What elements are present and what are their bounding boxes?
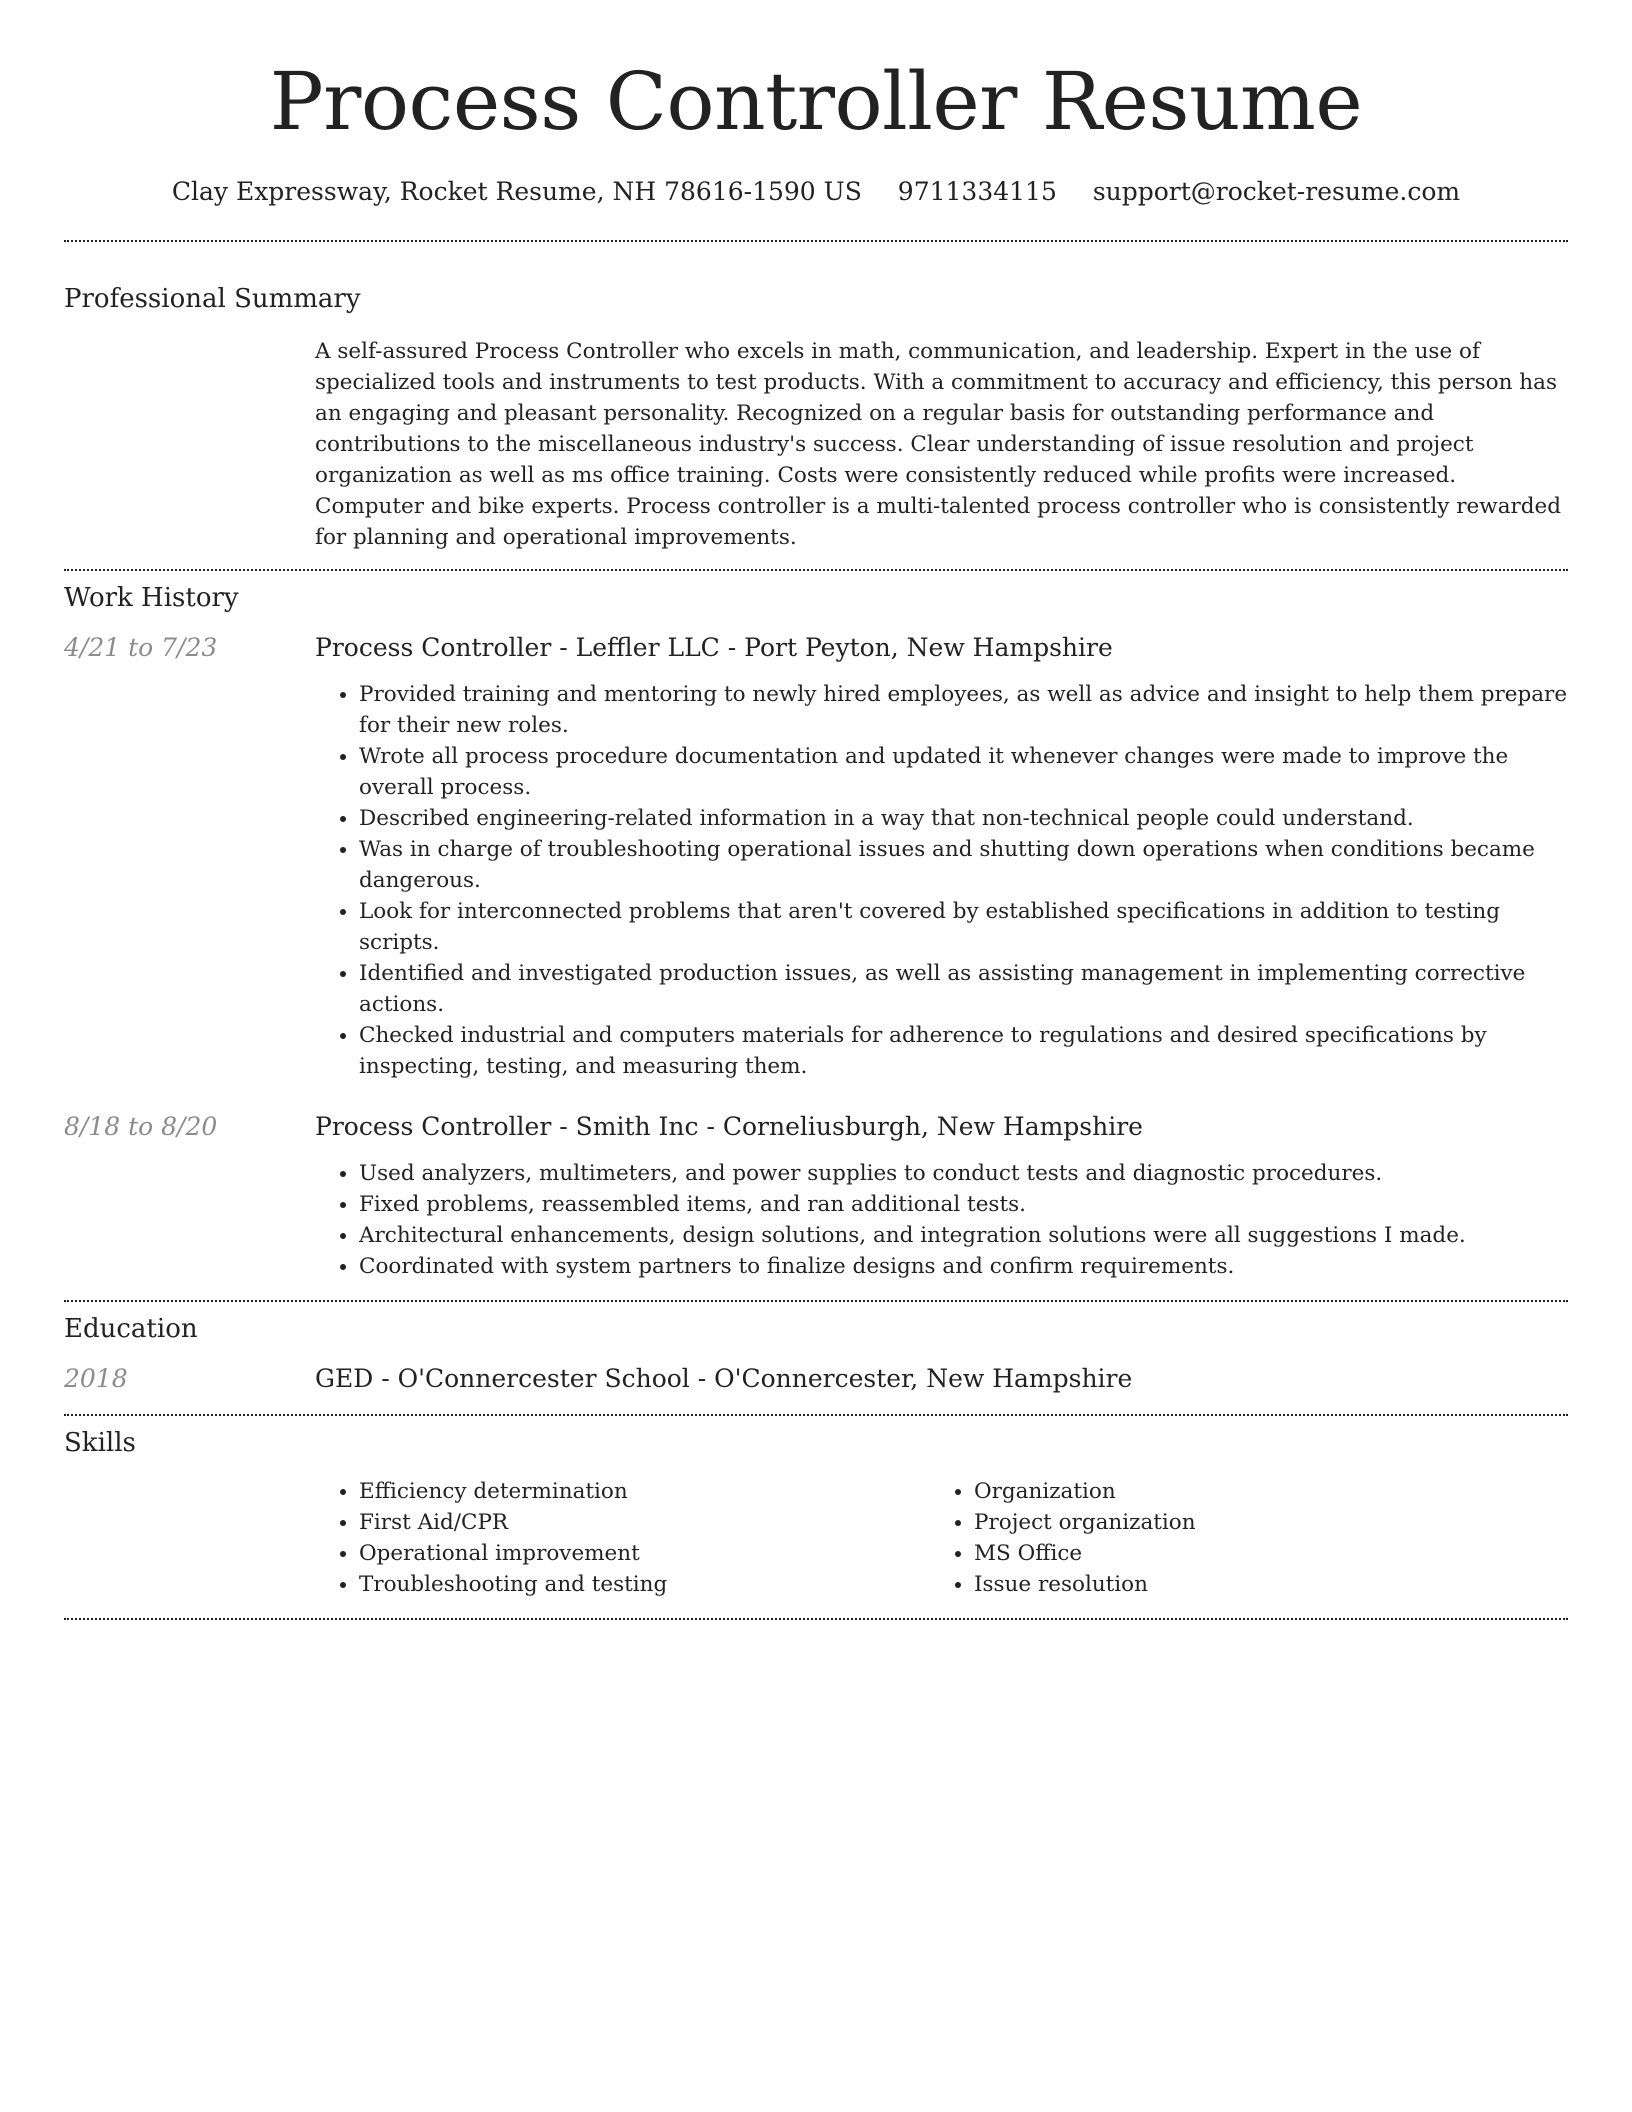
contact-line xyxy=(64,176,1568,208)
education-heading: GED - O'Connercester School - O'Connercester, New Hampshire xyxy=(315,1364,1133,1393)
divider xyxy=(64,240,1568,242)
skills-section xyxy=(64,1416,1568,1618)
skill-item: • Project organization xyxy=(974,1507,1545,1538)
summary-text: A self-assured Process Controller who excels in math, communication, and leadership. Expert in the use of specialized tools and instruments to test products. With a commitment to accuracy and efficiency, this person has an engaging and pleasant personality. Recognized on a regular basis for outstanding performance and contributions to the miscellaneous industry's success. Clear understanding of issue resolution and project organization as well as ms office training. Costs were consistently reduced while profits were increased. Computer and bike experts. Process controller is a multi-talented process controller who is consistently rewarded for planning and operational improvements. xyxy=(315,339,1562,550)
list-item: • Architectural enhancements, design solutions, and integration solutions were all suggestions I made. xyxy=(359,1220,1568,1251)
divider xyxy=(64,1618,1568,1620)
list-item: • Checked industrial and computers materials for adherence to regulations and desired specifications by inspecting, testing, and measuring them. xyxy=(359,1020,1568,1082)
skill-item: • Operational improvement xyxy=(359,1538,930,1569)
list-item: • Described engineering-related information in a way that non-technical people could understand. xyxy=(359,803,1568,834)
summary-title: Professional Summary xyxy=(64,284,361,314)
list-item: • Was in charge of troubleshooting operational issues and shutting down operations when conditions became dangerous. xyxy=(359,834,1568,896)
skills-list-left xyxy=(315,1476,930,1600)
list-item: • Coordinated with system partners to finalize designs and confirm requirements. xyxy=(359,1251,1568,1282)
job-entry xyxy=(64,631,1568,1082)
work-history-section xyxy=(64,571,1568,1300)
skills-list-right xyxy=(930,1476,1545,1600)
list-item: • Look for interconnected problems that aren't covered by established specifications in addition to testing scripts. xyxy=(359,896,1568,958)
skills-title: Skills xyxy=(64,1428,136,1458)
education-section xyxy=(64,1302,1568,1414)
job-entry xyxy=(64,1110,1568,1282)
contact-address: Clay Expressway, Rocket Resume, NH 78616-1590 US xyxy=(171,177,862,206)
list-item: • Provided training and mentoring to newly hired employees, as well as advice and insight to help them prepare for their new roles. xyxy=(359,679,1568,741)
work-history-title: Work History xyxy=(64,583,239,613)
contact-phone: 9711334115 xyxy=(897,177,1057,206)
job-heading: Process Controller - Smith Inc - Corneliusburgh, New Hampshire xyxy=(315,1112,1143,1141)
contact-email: support@rocket-resume.com xyxy=(1092,177,1461,206)
skill-item: • MS Office xyxy=(974,1538,1545,1569)
job-date: 4/21 to 7/23 xyxy=(64,633,218,662)
skill-item: • First Aid/CPR xyxy=(359,1507,930,1538)
skill-item: • Organization xyxy=(974,1476,1545,1507)
job-heading: Process Controller - Leffler LLC - Port Peyton, New Hampshire xyxy=(315,633,1113,662)
skill-item: • Efficiency determination xyxy=(359,1476,930,1507)
job-bullets xyxy=(315,679,1568,1082)
job-date: 8/18 to 8/20 xyxy=(64,1112,218,1141)
list-item: • Fixed problems, reassembled items, and ran additional tests. xyxy=(359,1189,1568,1220)
skill-item: • Troubleshooting and testing xyxy=(359,1569,930,1600)
skill-item: • Issue resolution xyxy=(974,1569,1545,1600)
job-bullets xyxy=(315,1158,1568,1282)
education-entry xyxy=(64,1362,1568,1396)
list-item: • Wrote all process procedure documentation and updated it whenever changes were made to improve the overall process. xyxy=(359,741,1568,803)
summary-section xyxy=(64,282,1568,553)
education-title: Education xyxy=(64,1314,198,1344)
list-item: • Used analyzers, multimeters, and power supplies to conduct tests and diagnostic procedures. xyxy=(359,1158,1568,1189)
list-item: • Identified and investigated production issues, as well as assisting management in implementing corrective actions. xyxy=(359,958,1568,1020)
page-title: Process Controller Resume xyxy=(269,55,1363,148)
education-date: 2018 xyxy=(64,1364,128,1393)
